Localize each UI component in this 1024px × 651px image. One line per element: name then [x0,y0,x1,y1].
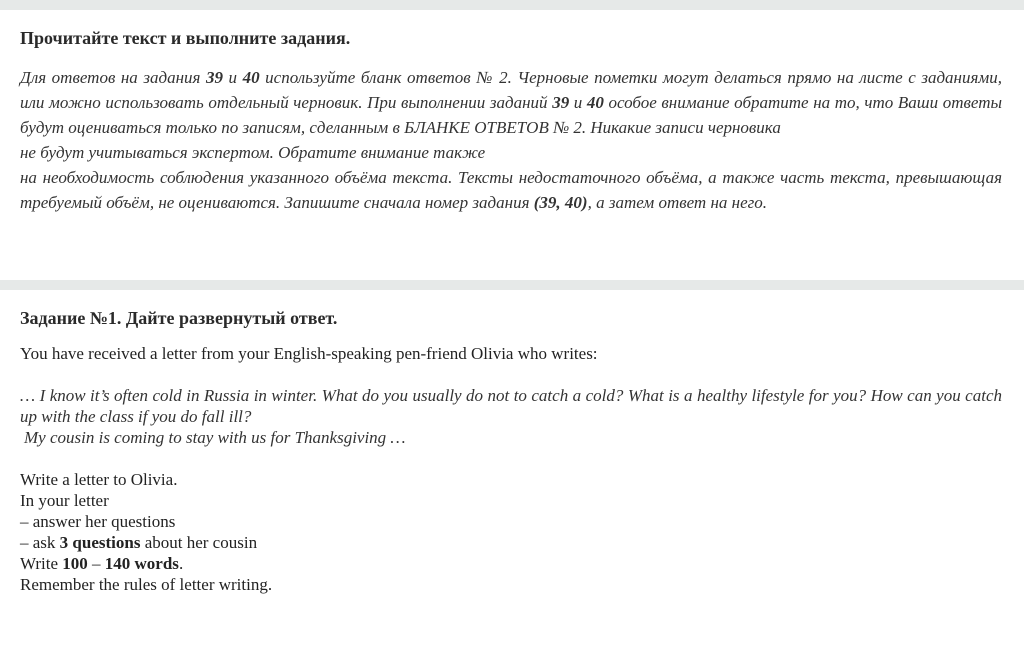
instr-text-part: особое внимание обратите на то, что Ваши ответы будут оцениваться только по записям, сделанным в БЛАНКЕ ОТВЕТОВ № 2. Никакие записи черновика [20,93,1003,137]
task-heading: Задание №1. Дайте развернутый ответ. [20,308,338,328]
instructions-text [20,65,1002,215]
task-requirements [20,469,1002,595]
requirement-line: Write a letter to Olivia. [20,470,178,489]
word-count-max: 140 words [104,554,179,573]
task-lead: You have received a letter from your English-speaking pen-friend Olivia who writes: [20,344,598,363]
word-count-line [20,553,1002,574]
bullet-text: about her cousin [140,533,258,552]
requirement-bullet [20,532,1002,553]
requirement-bullet: – answer her questions [20,512,176,531]
task-panel [20,307,1002,595]
instr-text-part: Для ответов на задания [20,68,206,87]
bullet-text: – ask [20,533,60,552]
section-divider-band [0,280,1024,290]
bullet-emphasis: 3 questions [59,533,141,552]
task-number-40: 40 [242,68,260,87]
requirement-line: In your letter [20,491,109,510]
instr-text-line: не будут учитываться экспертом. Обратите внимание также [20,143,486,162]
instr-text-part: и [569,93,587,112]
instr-text-part: и [222,68,243,87]
quote-line: … I know it’s often cold in Russia in winter. What do you usually do not to catch a cold? What is a healthy lifestyle for you? How can you catch up with the class if you do fall ill? [20,386,1002,426]
word-count-min: 100 [62,554,88,573]
task-number-39: 39 [205,68,223,87]
instructions-panel [20,27,1002,215]
task-number-39: 39 [552,93,570,112]
word-count-text: – [87,554,105,573]
requirement-line: Remember the rules of letter writing. [20,575,273,594]
task-number-40: 40 [586,93,604,112]
task-numbers: (39, 40) [533,193,588,212]
word-count-text: Write [20,554,63,573]
instr-text-part: используйте бланк ответов № 2. Черновые пометки могут делаться прямо на листе с заданиями, или можно использовать отдельный черновик. При выполнении заданий [20,68,1002,112]
instr-text-part: на необходимость соблюдения указанного объёма текста. Тексты недостаточного объёма, а также часть текста, превышающая требуемый объём, не оцениваются. Запишите сначала номер задания [20,168,1002,212]
instructions-heading: Прочитайте текст и выполните задания. [20,28,351,48]
letter-quote [20,385,1002,448]
word-count-text: . [178,554,184,573]
instr-text-part: , а затем ответ на него. [587,193,768,212]
top-divider-band [0,0,1024,10]
quote-line: My cousin is coming to stay with us for Thanksgiving … [24,428,406,447]
